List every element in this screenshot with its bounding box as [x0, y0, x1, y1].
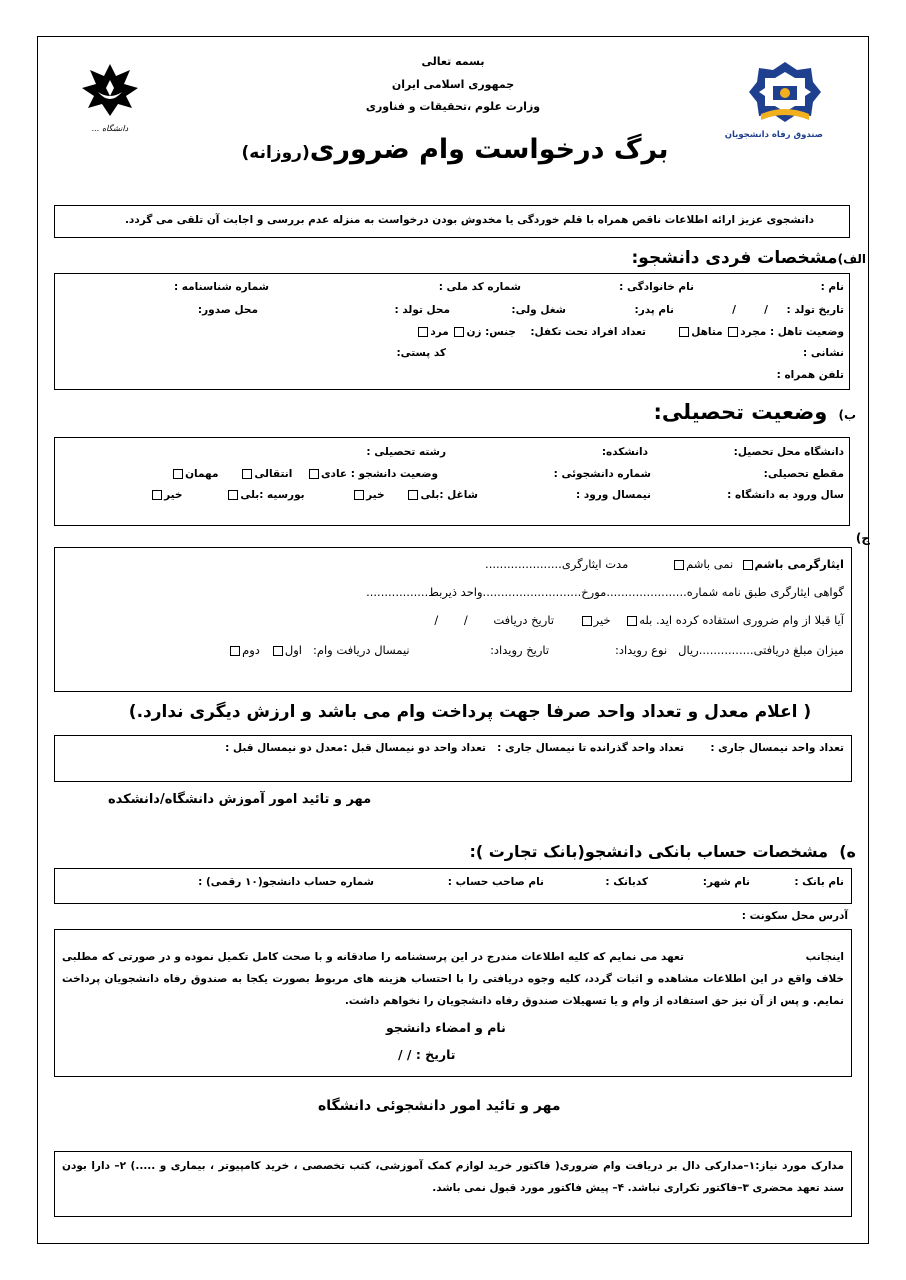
label-entry-semester: نیمسال ورود : [575, 489, 651, 501]
checkbox-single[interactable] [728, 327, 738, 337]
student-signature-label: نام و امضاء دانشجو [386, 1020, 506, 1035]
label-receive-date: تاریخ دریافت [493, 613, 555, 627]
commitment-intro: اینجانب [805, 951, 844, 963]
birth-date-sep-2: / [732, 304, 736, 316]
page-title [225, 134, 685, 165]
checkbox-previous-loan-no[interactable] [582, 616, 592, 626]
section-c-letter: ج) [855, 531, 870, 545]
label-birth-place: محل تولد : [394, 304, 450, 316]
gpa-notice: ( اعلام معدل و تعداد واحد صرفا جهت پرداخت وام می باشد و ارزش دیگری ندارد.) [128, 702, 812, 722]
commitment-date-label: تاریخ : / / [398, 1047, 456, 1062]
label-prev-gpa: معدل دو نیمسال قبل : [225, 742, 343, 754]
label-employed-no: خیر [366, 489, 385, 501]
education-stamp-label: مهر و تائید امور آموزش دانشگاه/دانشکده [108, 792, 372, 807]
checkbox-transfer[interactable] [242, 469, 252, 479]
checkbox-semester-second[interactable] [230, 646, 240, 656]
label-event-date: تاریخ رویداد: [490, 643, 550, 657]
checkbox-normal[interactable] [309, 469, 319, 479]
label-first-name: نام : [820, 281, 844, 293]
label-married: متاهل [691, 326, 723, 338]
label-issue-place: محل صدور: [197, 304, 258, 316]
header-bismillah: بسمه تعالی [421, 55, 485, 68]
label-received-amount: میزان مبلغ دریافتی...............ریال [678, 643, 844, 657]
section-b-heading [653, 400, 856, 424]
checkbox-semester-first[interactable] [273, 646, 283, 656]
header-ministry: وزارت علوم ،تحقیقات و فناوری [365, 100, 541, 113]
label-faculty: دانشکده: [601, 446, 648, 458]
checkbox-guest[interactable] [173, 469, 183, 479]
university-logo [78, 62, 142, 132]
label-dependents: تعداد افراد تحت تکفل: [530, 326, 646, 338]
sacrifice-certificate-line: گواهی ایثارگری طبق نامه شماره......................مورخ...........................واحد ذیربط................. [366, 585, 844, 599]
label-status-normal: وضعیت دانشجو : عادی [320, 468, 438, 480]
birth-date-sep-1: / [764, 304, 768, 316]
university-logo-icon [78, 62, 142, 122]
checkbox-employed-no[interactable] [354, 490, 364, 500]
checkbox-scholarship-yes[interactable] [228, 490, 238, 500]
label-address: نشانی : [803, 347, 844, 359]
label-prev-units: تعداد واحد دو نیمسال قبل : [343, 742, 486, 754]
section-e-letter: ه) [839, 842, 856, 861]
label-current-units: تعداد واحد نیمسال جاری : [710, 742, 844, 754]
label-sacrifice-no: نمی باشم [686, 557, 734, 571]
section-b-letter: ب) [838, 408, 856, 422]
label-transfer: انتقالی [254, 468, 293, 480]
label-field: رشته تحصیلی : [366, 446, 446, 458]
student-status-row [171, 468, 438, 480]
label-birth-date: تاریخ تولد : [786, 304, 844, 316]
label-previous-loan-yes: آیا قبلا از وام ضروری استفاده کرده اید. بله [639, 613, 844, 627]
sacrifice-line [485, 557, 844, 571]
checkbox-previous-loan-yes[interactable] [627, 616, 637, 626]
commitment-text [62, 946, 844, 1012]
label-marital-single: وضعیت تاهل : مجرد [740, 326, 844, 338]
label-gender-female: جنس: زن [466, 326, 516, 338]
label-gender-male: مرد [430, 326, 449, 338]
label-student-number: شماره دانشجوئی : [553, 468, 651, 480]
welfare-fund-logo-icon [747, 60, 823, 124]
label-employed-yes: شاغل :بلی [420, 489, 478, 501]
checkbox-male[interactable] [418, 327, 428, 337]
label-level: مقطع تحصیلی: [763, 468, 844, 480]
employment-row [150, 489, 478, 501]
label-entry-year: سال ورود به دانشگاه : [727, 489, 844, 501]
checkbox-scholarship-no[interactable] [152, 490, 162, 500]
section-e-title: مشخصات حساب بانکی دانشجو(بانک تجارت ): [469, 842, 829, 861]
welfare-fund-logo [724, 60, 823, 146]
label-semester-second: دوم [242, 643, 260, 657]
commitment-body: تعهد می نمایم که کلیه اطلاعات مندرج در این پرسشنامه را صادقانه و با صحت کامل تکمیل نموده و در صورتی که مطلبی خلاف واقع در این اطلاعات مشاهده و اثبات گردد، کلیه وجوه دریافتی را با احتساب هزینه های مربوط بصورت یکجا به صندوق رفاه دانشجویان پرداخت نمایم. و پس از آن نیز حق استفاده از وام و یا تسهیلات صندوق رفاه دانشجویان را نخواهم داشت. [62, 951, 844, 1007]
label-bank-code: کدبانک : [605, 876, 648, 888]
label-sacrifice-yes: ایثارگرمی باشم [754, 557, 844, 571]
label-bank-name: نام بانک : [794, 876, 844, 888]
label-city-name: نام شهر: [702, 876, 750, 888]
label-scholarship-no: خیر [164, 489, 183, 501]
label-last-name: نام خانوادگی : [619, 281, 694, 293]
documents-text: مدارک مورد نیاز:۱–مدارکی دال بر دریافت وام ضروری( فاکتور خرید لوازم کمک آموزشی، کتب تخصصی ، خرید کامپیوتر ، بیماری و .....) ۲– دارا بودن سند تعهد محضری ۳–فاکتور تکراری نباشد. ۴– پیش فاکتور مورد قبول نمی باشد. [62, 1160, 844, 1194]
checkbox-married[interactable] [679, 327, 689, 337]
label-previous-loan-no: خیر [593, 613, 611, 627]
checkbox-female[interactable] [454, 327, 464, 337]
section-a-heading [632, 248, 867, 268]
university-logo-script: دانشگاه ... [91, 124, 129, 133]
label-id-number: شماره شناسنامه : [173, 281, 269, 293]
section-b-title: وضعیت تحصیلی: [653, 400, 828, 424]
student-affairs-stamp-label: مهر و تائید امور دانشجوئی دانشگاه [318, 1098, 561, 1114]
label-account-holder: نام صاحب حساب : [447, 876, 544, 888]
label-scholarship-yes: بورسیه :بلی [240, 489, 305, 501]
welfare-fund-caption: صندوق رفاه دانشجویان [724, 130, 823, 140]
previous-loan-line [434, 613, 844, 627]
loan-amount-line [228, 643, 844, 657]
label-guardian-job: شغل ولی: [511, 304, 566, 316]
checkbox-sacrifice-no[interactable] [674, 560, 684, 570]
label-guest: مهمان [185, 468, 219, 480]
label-father-name: نام پدر: [634, 304, 674, 316]
notice-text: دانشجوی عزیز ارائه اطلاعات ناقص همراه با قلم خوردگی یا مخدوش بودن درخواست به منزله عدم بررسی و اجابت آن تلقی می گردد. [124, 214, 814, 226]
label-national-code: شماره کد ملی : [438, 281, 521, 293]
label-account-number: شماره حساب دانشجو(۱۰ رقمی) : [198, 876, 374, 888]
checkbox-employed-yes[interactable] [408, 490, 418, 500]
receive-date-sep-1: / [463, 613, 468, 627]
label-semester-first: اول [284, 643, 302, 657]
label-university: دانشگاه محل تحصیل: [733, 446, 844, 458]
gender-row [416, 326, 516, 338]
section-a-title: مشخصات فردی دانشجو: [631, 248, 838, 268]
label-postal-code: کد پستی: [396, 347, 446, 359]
page-title-main: برگ درخواست وام ضروری [309, 134, 669, 165]
label-mobile: تلفن همراه : [776, 369, 844, 381]
receive-date-sep-2: / [434, 613, 439, 627]
label-passed-units: تعداد واحد گذرانده تا نیمسال جاری : [497, 742, 684, 754]
header-republic: جمهوری اسلامی ایران [391, 78, 515, 91]
marital-status-row [677, 326, 844, 338]
checkbox-sacrifice-yes[interactable] [743, 560, 753, 570]
label-sacrifice-duration: مدت ایثارگری..................... [485, 557, 629, 571]
page-title-suffix: (روزانه) [241, 143, 310, 163]
section-e-heading [469, 842, 856, 861]
label-loan-semester: نیمسال دریافت وام: [312, 643, 410, 657]
label-home-address: آدرس محل سکونت : [741, 910, 848, 922]
education-box [54, 437, 850, 526]
section-a-letter: الف) [837, 252, 866, 266]
label-event-type: نوع رویداد: [614, 643, 668, 657]
